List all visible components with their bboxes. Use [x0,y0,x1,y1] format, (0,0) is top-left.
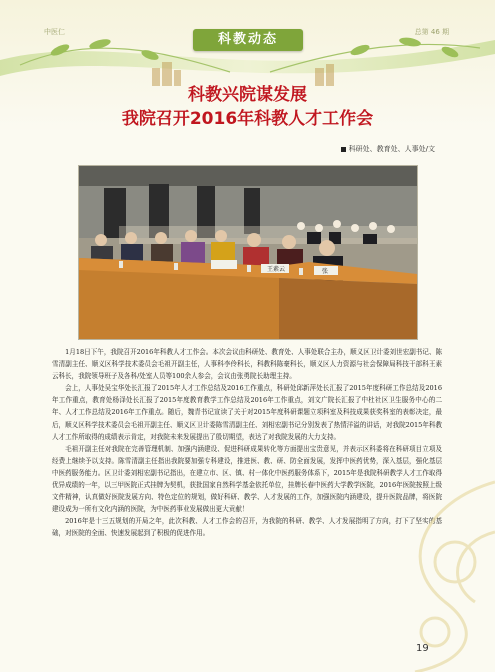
article-title-line1: 科教兴院谋发展 [188,85,307,105]
meeting-photo [78,165,418,340]
byline-text: 科研处、教育处、人事处/文 [348,145,435,153]
article-title-line2: 我院召开2016年科教人才工作会 [121,109,374,129]
page-number: 19 [416,643,429,654]
article-paragraph: 1月18日下午，我院召开2016年科教人才工作会。本次会议由科研处、教育处、人事处联合主办，顺义区卫计委刘世宏副书记、陈雪清副主任、顺义区科学技术委员会毛祖开副主任，人事科李伶科长，科教科陈豪科长，顺义区人力资源与社会保障局科技干部科王素云科长，我院领导班子及各科/处室人员等100余人参会，会议由张勇院长助理主持。 [52,348,442,381]
article-paragraph: 会上，人事处吴宝华处长汇报了2015年人才工作总结及2016工作重点，科研处邱新萍处长汇报了2015年度科研工作总结及2016年工作重点，教育处杨泽处长汇报了2015年度教育教学工作总结及2016年工作重点，刘文广院长汇报了中杜社区卫生服务中心的二年、人才工作总结及2016年工作重点。随后，魏青书记宣读了关于对2015年度科研课题立项科室及科技成果获奖科室的表彰决定，最后，顺义区科学技术委员会毛祖开副主任、顺义区卫计委陈雪清副主任、刘相宏副书记分别发表了热情洋溢的讲话，对我院2015年科教人才工作所取得的成绩表示肯定，对我院未来发展提出了殷切期望，表达了对我院发展的大力支持。 [52,384,442,441]
magazine-name: 中医仁 [44,28,65,36]
meeting-photo-illustration [79,166,417,339]
article-paragraph: 2016年是十三五规划的开局之年，此次科教、人才工作会的召开，为我院的科研、教学、人才发展指明了方向，打下了坚实的基础，对医院的全面、快速发展起到了积极的促进作用。 [52,517,442,538]
issue-number: 总第 46 期 [414,28,449,36]
square-bullet-icon [341,147,346,152]
name-plate-wang: 王素云 [267,266,286,273]
article-paragraph: 毛祖开副主任对我院在完善管理机制、加强内涵建设、促进科研成果转化等方面提出宝贵意见，并表示区科委将在科研项目立项及经费上继续予以支持。陈雪清副主任指出我院要加强专科建设，推进医、教、研、防全面发展，发挥中医药优势，深入基层，强化基层中医药服务能力。区卫计委刘相宏副书记指出，在建立市、区、镇、村一体化中医药服务体系下，2015年是我院科研教学人才工作取得优异成绩的一年，以三甲医院正式挂牌为契机，获批国家自然科学基金依托单位，挂牌长春中医药大学教学医院，2016年医院按照上级文件精神，认真做好医院发展方向、特色定位的规划，做好科研、教学、人才发展的工作，加强医院内涵建设，提升医院品牌，将医院建设成为一所有文化内涵的医院，为中医药事业发展做出更大贡献！ [52,444,442,514]
decorative-swirl [305,442,495,672]
byline [341,144,435,154]
name-plate-zhang: 张 [322,268,329,275]
section-badge: 科教动态 [193,29,303,51]
